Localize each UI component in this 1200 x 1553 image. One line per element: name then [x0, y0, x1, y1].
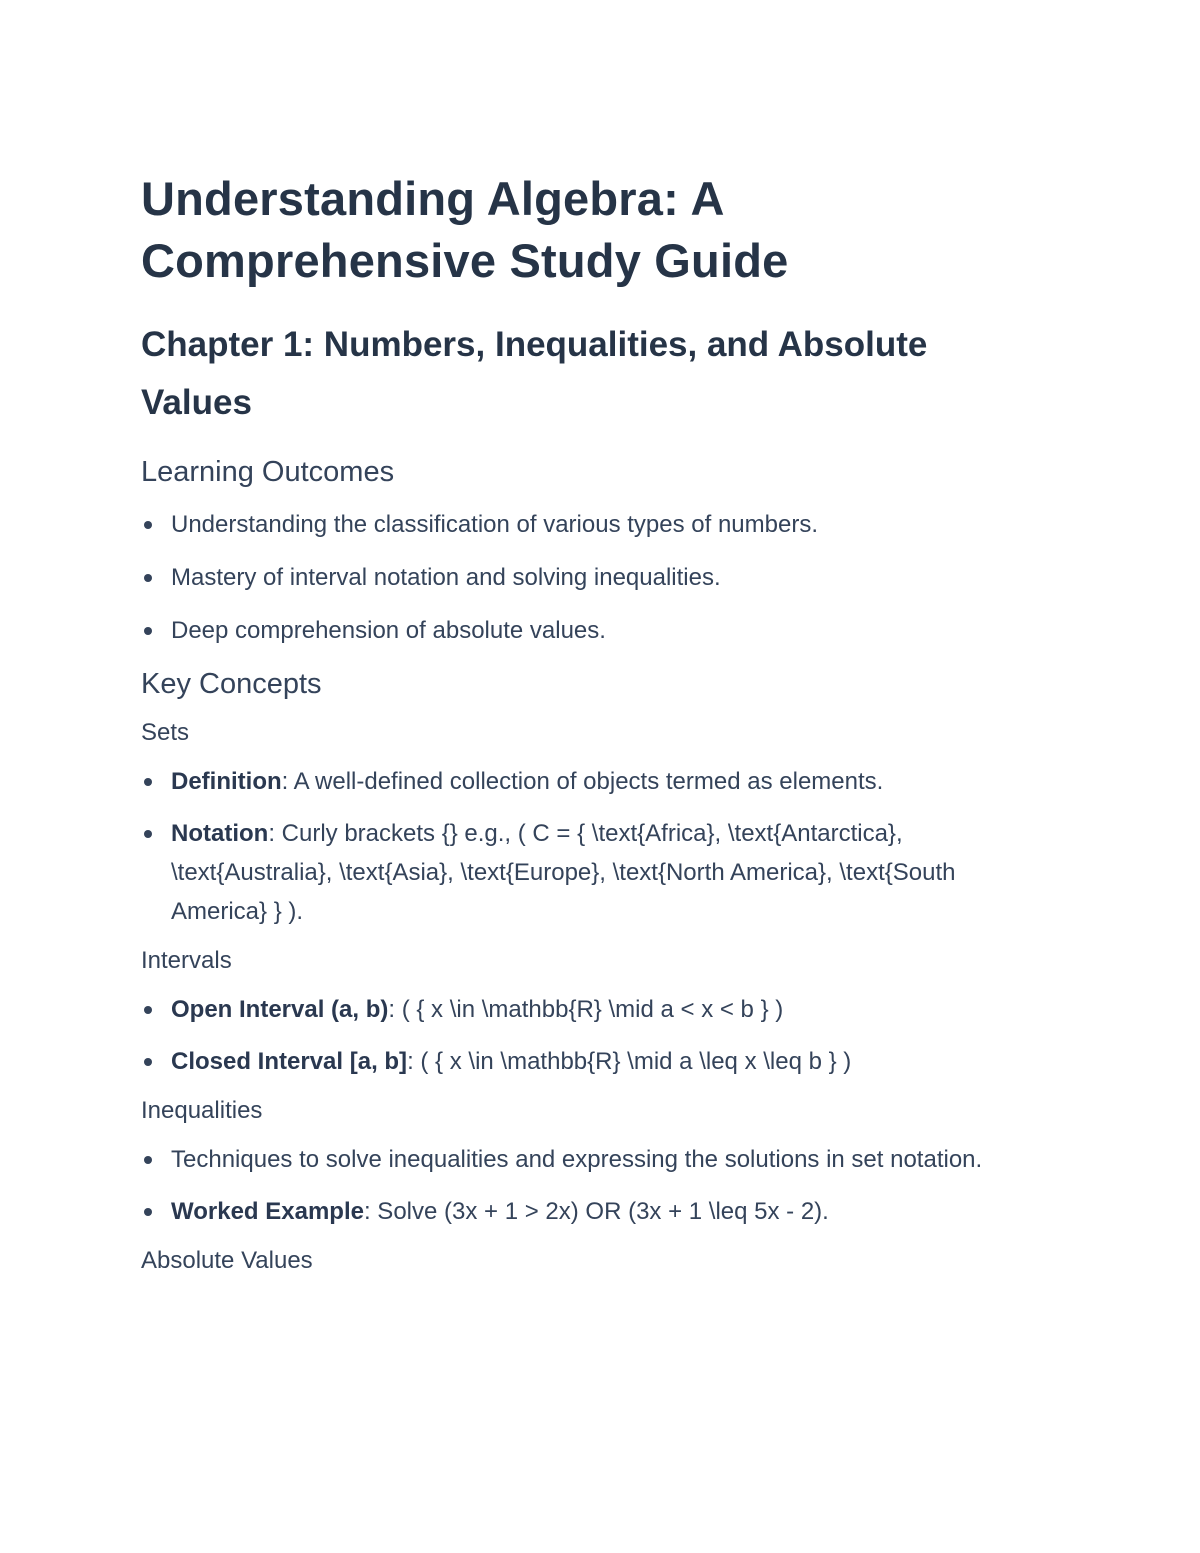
list-item: Techniques to solve inequalities and expressing the solutions in set notation.	[141, 1140, 1041, 1179]
notation-text: : Curly brackets {} e.g., ( C = { \text{Africa}, \text{Antarctica}, \text{Australia}, \text{Asia}, \text{Europe}, \text{North America}, \text{South America} } ).	[171, 820, 956, 925]
worked-example-text: : Solve (3x + 1 > 2x) OR (3x + 1 \leq 5x - 2).	[363, 1198, 829, 1225]
worked-example-label: Worked Example	[171, 1198, 364, 1225]
notation-label: Notation	[171, 820, 269, 847]
list-item: Deep comprehension of absolute values.	[141, 611, 1041, 650]
definition-text: : A well-defined collection of objects termed as elements.	[281, 768, 884, 795]
learning-outcomes-list	[141, 505, 1041, 650]
intervals-heading: Intervals	[141, 947, 232, 974]
study-guide-page	[141, 168, 1041, 1278]
closed-interval-text: : ( { x \in \mathbb{R} \mid a \leq x \leq b } )	[407, 1048, 852, 1075]
document-title: Understanding Algebra: A Comprehensive Study Guide	[141, 172, 789, 287]
list-item	[141, 814, 1041, 931]
sets-list	[141, 762, 1041, 931]
list-item	[141, 990, 1041, 1029]
inequalities-list	[141, 1140, 1041, 1231]
inequalities-heading: Inequalities	[141, 1097, 263, 1124]
intervals-list	[141, 990, 1041, 1081]
sets-heading: Sets	[141, 719, 190, 746]
key-concepts-heading: Key Concepts	[141, 668, 322, 700]
definition-label: Definition	[171, 768, 282, 795]
learning-outcomes-heading: Learning Outcomes	[141, 456, 395, 488]
chapter-heading: Chapter 1: Numbers, Inequalities, and Absolute Values	[141, 325, 928, 422]
open-interval-text: : ( { x \in \mathbb{R} \mid a < x < b } )	[388, 996, 784, 1023]
open-interval-label: Open Interval (a, b)	[171, 996, 389, 1023]
list-item	[141, 1042, 1041, 1081]
list-item: Mastery of interval notation and solving inequalities.	[141, 558, 1041, 597]
list-item: Understanding the classification of various types of numbers.	[141, 505, 1041, 544]
closed-interval-label: Closed Interval [a, b]	[171, 1048, 408, 1075]
absolute-values-heading: Absolute Values	[141, 1247, 313, 1274]
list-item	[141, 1192, 1041, 1231]
list-item	[141, 762, 1041, 801]
